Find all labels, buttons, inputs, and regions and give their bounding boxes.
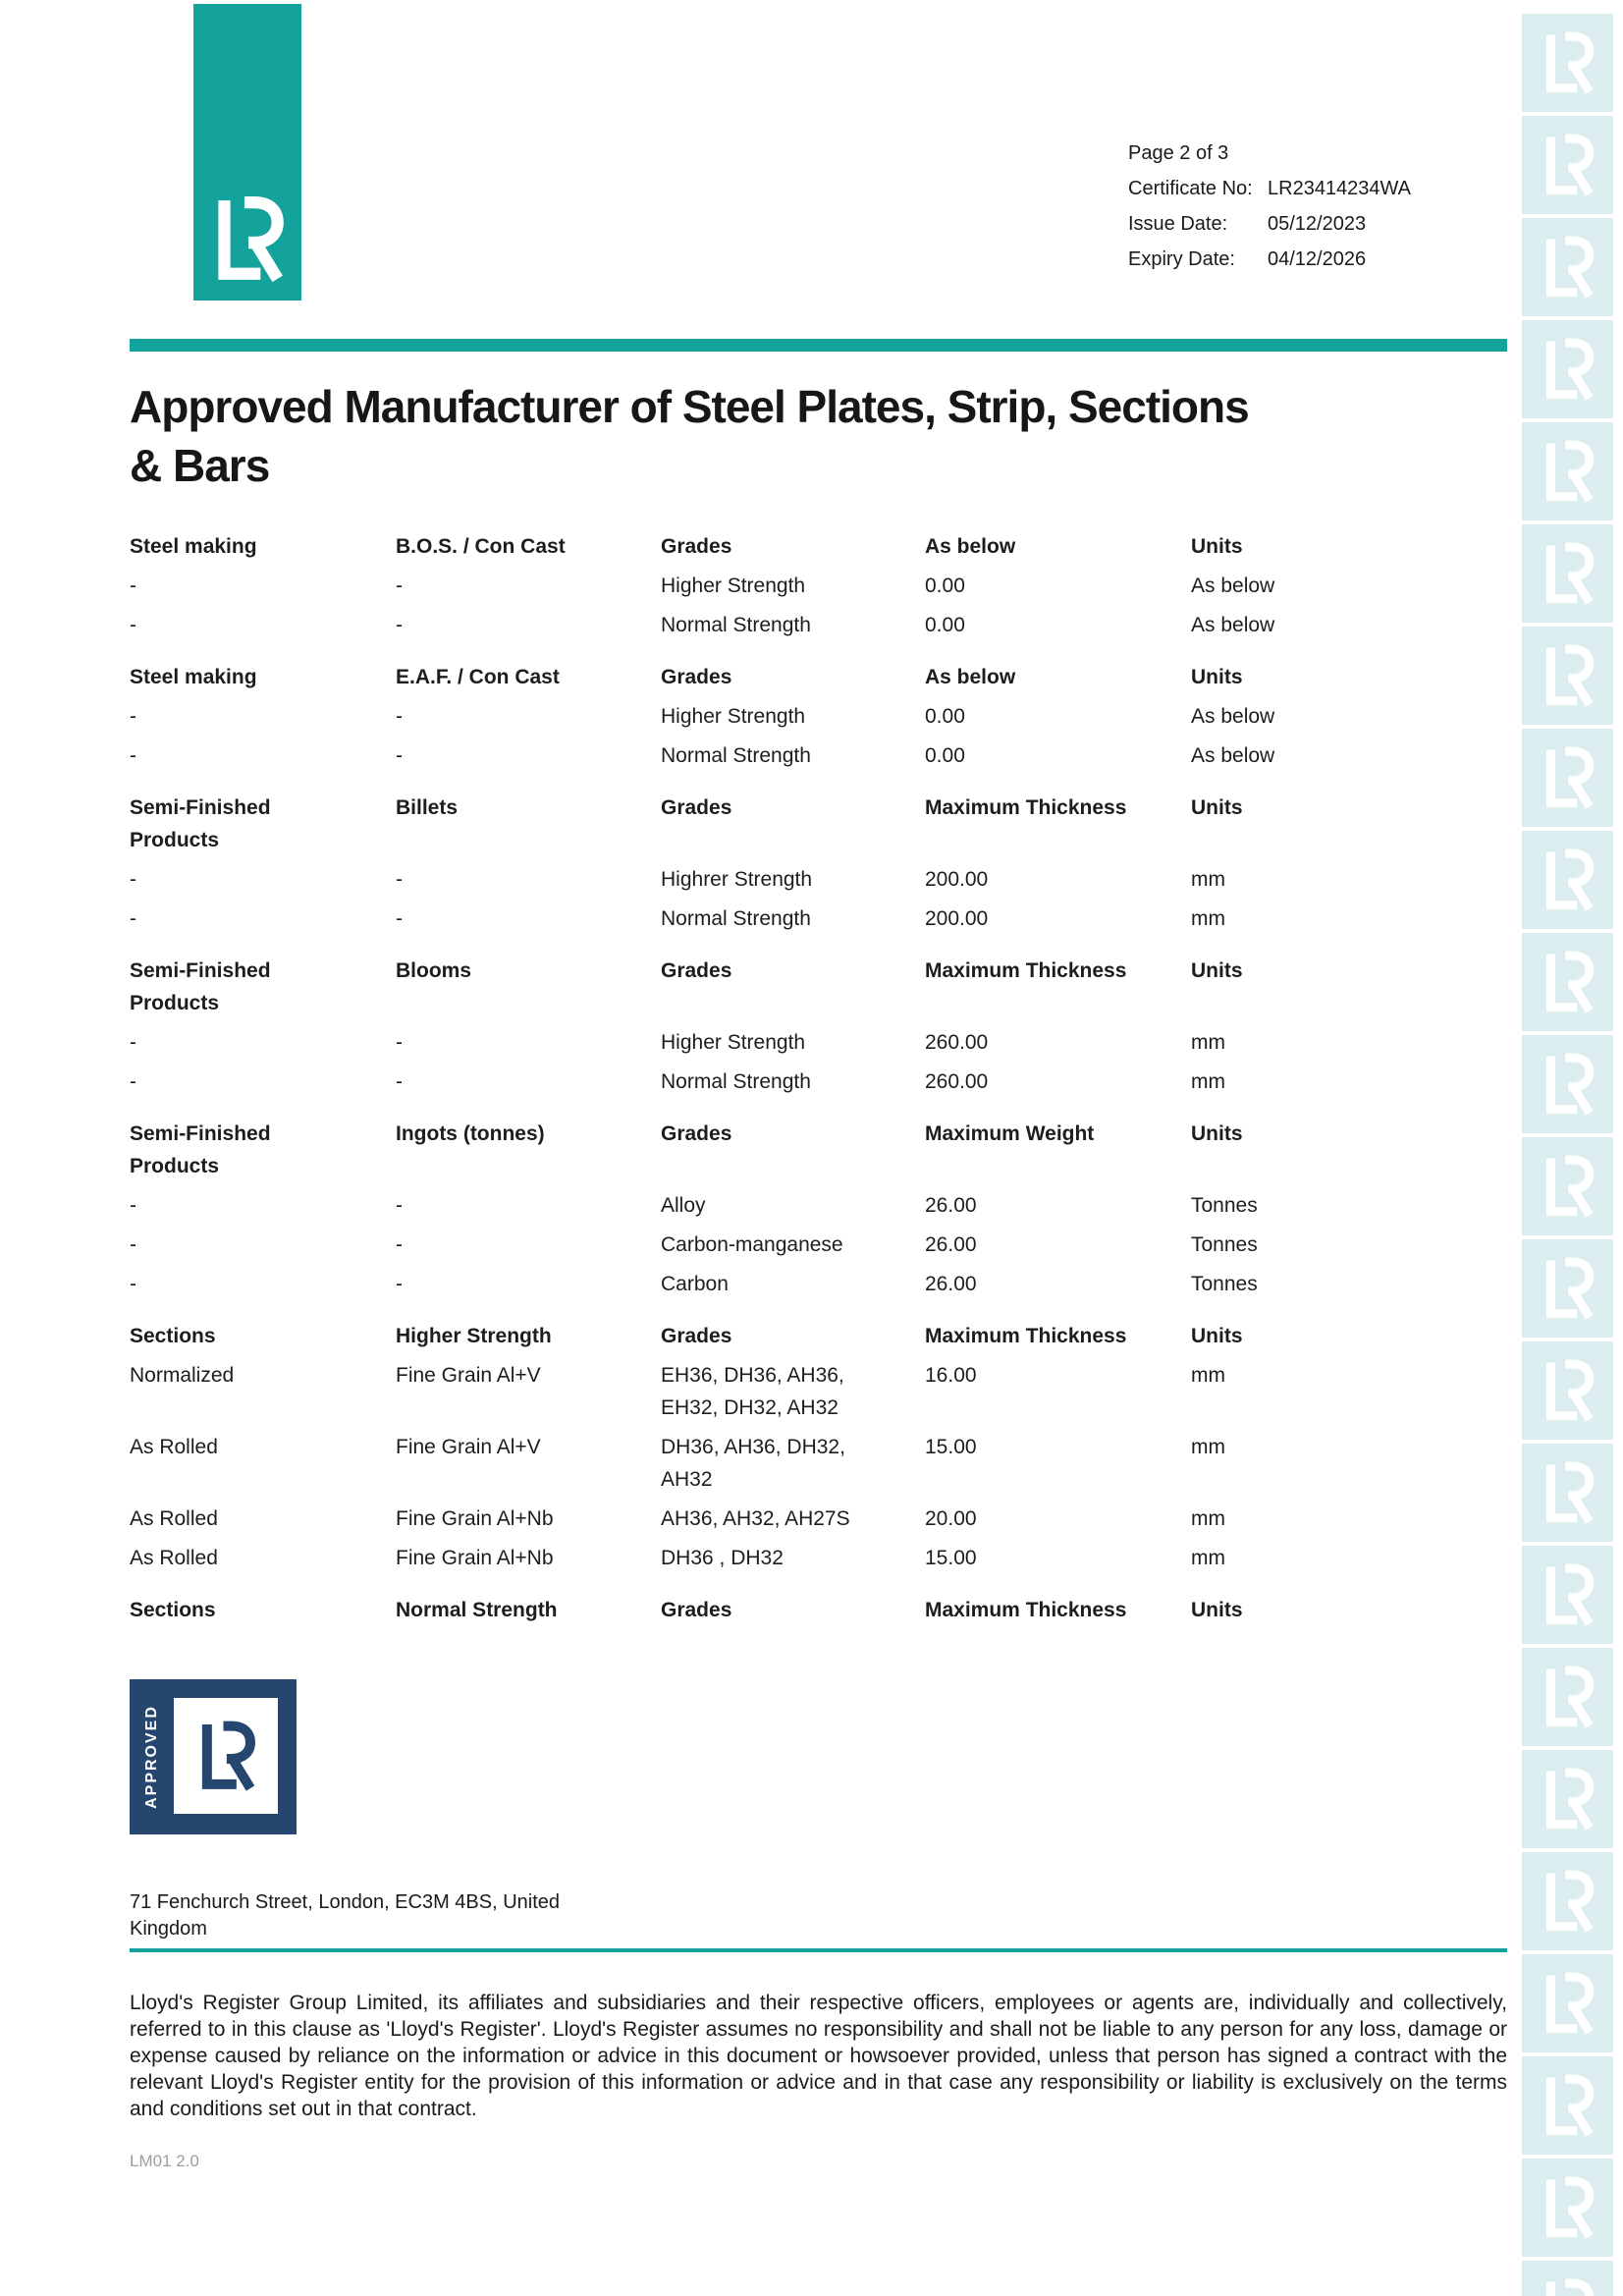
table-cell: DH36, AH36, DH32, AH32	[661, 1436, 845, 1491]
approved-stamp-lr-box	[174, 1698, 278, 1814]
table-cell: 26.00	[925, 1233, 977, 1256]
table-row	[130, 609, 1507, 641]
table-cell: -	[396, 744, 403, 767]
certificate-meta	[1128, 136, 1411, 277]
table-cell: As Rolled	[130, 1547, 218, 1569]
column-header-cell: Maximum Thickness	[925, 1325, 1127, 1347]
table-cell: -	[130, 614, 136, 636]
column-header-cell: Ingots (tonnes)	[396, 1122, 545, 1145]
table-cell: Higher Strength	[661, 574, 806, 597]
table-header-row	[130, 1594, 1507, 1626]
table-cell: mm	[1191, 1364, 1225, 1387]
lr-monogram-icon	[1541, 1256, 1595, 1322]
table-cell: 15.00	[925, 1547, 977, 1569]
table-cell: 0.00	[925, 614, 965, 636]
table-cell: -	[130, 705, 136, 728]
watermark-tile	[1522, 1137, 1613, 1235]
table-cell: Tonnes	[1191, 1194, 1258, 1217]
table-cell: Fine Grain Al+V	[396, 1364, 541, 1387]
legal-disclaimer: Lloyd's Register Group Limited, its affiliates and subsidiaries and their respective officers, employees or agents are, individually and collectively, referred to in this clause as 'Lloyd's Register'. Lloyd's Register assumes no responsibility and shall not be liable to any person for any loss, damage or expense caused by reliance on the information or advice in this document or howsoever provided, unless that person has signed a contract with the relevant Lloyd's Register entity for the provision of this information or advice and in that case any responsibility or liability is exclusively on the terms and conditions set out in that contract.	[130, 1992, 1507, 2120]
lr-monogram-icon	[1541, 1971, 1595, 2037]
table-cell: -	[396, 1273, 403, 1295]
column-header-cell: Units	[1191, 535, 1243, 558]
lr-monogram-icon	[1541, 847, 1595, 913]
table-cell: -	[396, 1031, 403, 1054]
table-cell: -	[396, 614, 403, 636]
table-cell: 15.00	[925, 1436, 977, 1458]
table-header-row	[130, 955, 1507, 1019]
table-cell: Carbon	[661, 1273, 729, 1295]
lr-monogram-icon	[1541, 1154, 1595, 1220]
lr-monogram-icon	[1541, 1767, 1595, 1832]
certificate-no-row	[1128, 171, 1411, 206]
table-cell: 200.00	[925, 868, 989, 891]
table-cell: -	[130, 574, 136, 597]
table-cell: -	[130, 1233, 136, 1256]
table-cell: 0.00	[925, 744, 965, 767]
table-cell: As Rolled	[130, 1436, 218, 1458]
watermark-tile	[1522, 116, 1613, 214]
watermark-tile	[1522, 1648, 1613, 1746]
table-row	[130, 739, 1507, 772]
table-row	[130, 700, 1507, 733]
column-header-cell: Grades	[661, 1325, 732, 1347]
table-row	[130, 863, 1507, 896]
table-cell: Higher Strength	[661, 1031, 806, 1054]
table-cell: Normal Strength	[661, 744, 811, 767]
table-cell: EH36, DH36, AH36, EH32, DH32, AH32	[661, 1364, 844, 1419]
issue-date-value: 05/12/2023	[1268, 213, 1367, 235]
page-indicator: Page 2 of 3	[1128, 142, 1229, 164]
table-cell: 16.00	[925, 1364, 977, 1387]
table-header-row	[130, 661, 1507, 693]
watermark-tile	[1522, 831, 1613, 929]
expiry-date-value: 04/12/2026	[1268, 248, 1367, 270]
lr-monogram-icon	[1541, 133, 1595, 198]
watermark-tile	[1522, 1341, 1613, 1440]
table-cell: -	[396, 1070, 403, 1093]
certificate-no-label: Certificate No:	[1128, 178, 1253, 199]
watermark-tile	[1522, 627, 1613, 725]
column-header-cell: Steel making	[130, 535, 257, 558]
column-header-cell: Grades	[661, 1599, 732, 1621]
lr-monogram-icon	[1541, 1052, 1595, 1118]
column-header-cell: Semi-Finished Products	[130, 796, 271, 851]
lr-monogram-icon	[1541, 235, 1595, 301]
watermark-tile	[1522, 218, 1613, 316]
table-cell: -	[130, 1070, 136, 1093]
table-cell: mm	[1191, 1070, 1225, 1093]
lr-monogram-icon	[195, 1720, 256, 1793]
column-header-cell: Maximum Thickness	[925, 796, 1127, 819]
lr-monogram-icon	[1541, 337, 1595, 403]
table-row	[130, 1026, 1507, 1059]
table-cell: 26.00	[925, 1273, 977, 1295]
column-header-cell: Blooms	[396, 959, 472, 982]
column-header-cell: Sections	[130, 1325, 216, 1347]
table-cell: -	[396, 907, 403, 930]
watermark-tile	[1522, 1954, 1613, 2052]
column-header-cell: Maximum Thickness	[925, 959, 1127, 982]
table-cell: Higher Strength	[661, 705, 806, 728]
table-cell: Tonnes	[1191, 1233, 1258, 1256]
watermark-tile	[1522, 1035, 1613, 1133]
table-cell: Alloy	[661, 1194, 706, 1217]
table-row	[130, 1268, 1507, 1300]
document-body	[130, 339, 1507, 2171]
lloyds-register-logo	[193, 4, 301, 301]
column-header-cell: E.A.F. / Con Cast	[396, 666, 560, 688]
table-cell: Fine Grain Al+Nb	[396, 1507, 554, 1530]
table-cell: Normalized	[130, 1364, 235, 1387]
column-header-cell: Grades	[661, 535, 732, 558]
column-header-cell: Higher Strength	[396, 1325, 552, 1347]
expiry-date-row	[1128, 242, 1411, 277]
table-cell: Tonnes	[1191, 1273, 1258, 1295]
watermark-tile	[1522, 1239, 1613, 1338]
column-header-cell: Units	[1191, 1599, 1243, 1621]
table-cell: mm	[1191, 1031, 1225, 1054]
column-header-cell: Units	[1191, 959, 1243, 982]
table-row	[130, 570, 1507, 602]
lr-monogram-icon	[1541, 2175, 1595, 2241]
approved-stamp-label-wrap	[130, 1679, 174, 1834]
watermark-strip	[1522, 14, 1613, 2296]
table-cell: -	[130, 1031, 136, 1054]
page-indicator-row	[1128, 136, 1411, 171]
table-cell: 260.00	[925, 1070, 989, 1093]
page-title-line1: Approved Manufacturer of Steel Plates, Strip, Sections	[130, 381, 1249, 432]
watermark-tile	[1522, 2056, 1613, 2155]
watermark-tile	[1522, 1546, 1613, 1644]
expiry-date-label: Expiry Date:	[1128, 248, 1235, 270]
table-cell: -	[130, 744, 136, 767]
column-header-cell: Grades	[661, 666, 732, 688]
table-row	[130, 1431, 1507, 1496]
table-cell: Highrer Strength	[661, 868, 813, 891]
lr-monogram-icon	[1541, 2277, 1595, 2296]
table-cell: -	[130, 1194, 136, 1217]
table-cell: 200.00	[925, 907, 989, 930]
table-row	[130, 1542, 1507, 1574]
watermark-tile	[1522, 1852, 1613, 1950]
table-cell: -	[396, 705, 403, 728]
column-header-cell: Steel making	[130, 666, 257, 688]
lr-monogram-icon	[1541, 2073, 1595, 2139]
table-cell: As below	[1191, 744, 1275, 767]
table-cell: -	[130, 868, 136, 891]
form-code: LM01 2.0	[130, 2152, 199, 2170]
table-row	[130, 1359, 1507, 1424]
watermark-tile	[1522, 729, 1613, 827]
column-header-cell: Semi-Finished Products	[130, 959, 271, 1014]
table-cell: -	[396, 574, 403, 597]
lr-monogram-icon	[1541, 1665, 1595, 1730]
watermark-tile	[1522, 2261, 1613, 2296]
watermark-tile	[1522, 933, 1613, 1031]
lr-monogram-icon	[1541, 1358, 1595, 1424]
table-cell: AH36, AH32, AH27S	[661, 1507, 850, 1530]
watermark-tile	[1522, 422, 1613, 520]
watermark-tile	[1522, 14, 1613, 112]
lr-monogram-icon	[1541, 1562, 1595, 1628]
column-header-cell: Billets	[396, 796, 459, 819]
table-cell: 26.00	[925, 1194, 977, 1217]
table-cell: Fine Grain Al+V	[396, 1436, 541, 1458]
table-cell: -	[396, 1194, 403, 1217]
column-header-cell: Grades	[661, 1122, 732, 1145]
approved-stamp	[130, 1679, 297, 1834]
column-header-cell: Maximum Weight	[925, 1122, 1095, 1145]
table-cell: mm	[1191, 1507, 1225, 1530]
table-cell: Carbon-manganese	[661, 1233, 843, 1256]
column-header-cell: As below	[925, 666, 1016, 688]
column-header-cell: B.O.S. / Con Cast	[396, 535, 566, 558]
table-cell: As below	[1191, 574, 1275, 597]
column-header-cell: Normal Strength	[396, 1599, 558, 1621]
lr-monogram-icon	[1541, 950, 1595, 1015]
table-row	[130, 1066, 1507, 1098]
table-cell: Fine Grain Al+Nb	[396, 1547, 554, 1569]
table-row	[130, 1189, 1507, 1222]
table-cell: -	[396, 1233, 403, 1256]
table-row	[130, 1229, 1507, 1261]
table-cell: 20.00	[925, 1507, 977, 1530]
table-cell: 0.00	[925, 574, 965, 597]
table-row	[130, 902, 1507, 935]
table-cell: -	[130, 907, 136, 930]
table-cell: Normal Strength	[661, 1070, 811, 1093]
table-cell: As Rolled	[130, 1507, 218, 1530]
lr-monogram-icon	[1541, 439, 1595, 505]
table-cell: DH36 , DH32	[661, 1547, 784, 1569]
lr-monogram-icon	[1541, 1460, 1595, 1526]
table-cell: mm	[1191, 1547, 1225, 1569]
lr-monogram-icon	[1541, 30, 1595, 96]
approval-table	[130, 530, 1507, 1626]
column-header-cell: Units	[1191, 1325, 1243, 1347]
lr-monogram-icon	[1541, 541, 1595, 607]
table-row	[130, 1503, 1507, 1535]
column-header-cell: Grades	[661, 959, 732, 982]
column-header-cell: As below	[925, 535, 1016, 558]
approved-stamp-label: APPROVED	[142, 1705, 160, 1809]
column-header-cell: Semi-Finished Products	[130, 1122, 271, 1177]
table-header-row	[130, 1320, 1507, 1352]
lr-monogram-icon	[1541, 1869, 1595, 1935]
table-cell: 260.00	[925, 1031, 989, 1054]
table-header-row	[130, 792, 1507, 856]
watermark-tile	[1522, 1444, 1613, 1542]
lr-monogram-icon	[1541, 643, 1595, 709]
issue-date-row	[1128, 206, 1411, 242]
certificate-no-value: LR23414234WA	[1268, 178, 1412, 199]
column-header-cell: Maximum Thickness	[925, 1599, 1127, 1621]
column-header-cell: Grades	[661, 796, 732, 819]
title-divider	[130, 339, 1507, 352]
column-header-cell: Sections	[130, 1599, 216, 1621]
watermark-tile	[1522, 2159, 1613, 2257]
watermark-tile	[1522, 524, 1613, 623]
column-header-cell: Units	[1191, 1122, 1243, 1145]
table-cell: mm	[1191, 907, 1225, 930]
table-cell: -	[130, 1273, 136, 1295]
page-title	[130, 377, 1507, 495]
column-header-cell: Units	[1191, 666, 1243, 688]
table-cell: 0.00	[925, 705, 965, 728]
watermark-tile	[1522, 320, 1613, 418]
table-cell: -	[396, 868, 403, 891]
table-cell: As below	[1191, 705, 1275, 728]
watermark-tile	[1522, 1750, 1613, 1848]
page-title-line2: & Bars	[130, 440, 270, 491]
table-cell: mm	[1191, 1436, 1225, 1458]
table-header-row	[130, 530, 1507, 563]
office-address: 71 Fenchurch Street, London, EC3M 4BS, United Kingdom	[130, 1891, 561, 1940]
column-header-cell: Units	[1191, 796, 1243, 819]
footer-divider	[130, 1948, 1507, 1952]
issue-date-label: Issue Date:	[1128, 213, 1228, 235]
table-cell: Normal Strength	[661, 907, 811, 930]
table-header-row	[130, 1118, 1507, 1182]
table-cell: Normal Strength	[661, 614, 811, 636]
lr-monogram-icon	[210, 194, 285, 285]
table-cell: As below	[1191, 614, 1275, 636]
lr-monogram-icon	[1541, 745, 1595, 811]
table-cell: mm	[1191, 868, 1225, 891]
